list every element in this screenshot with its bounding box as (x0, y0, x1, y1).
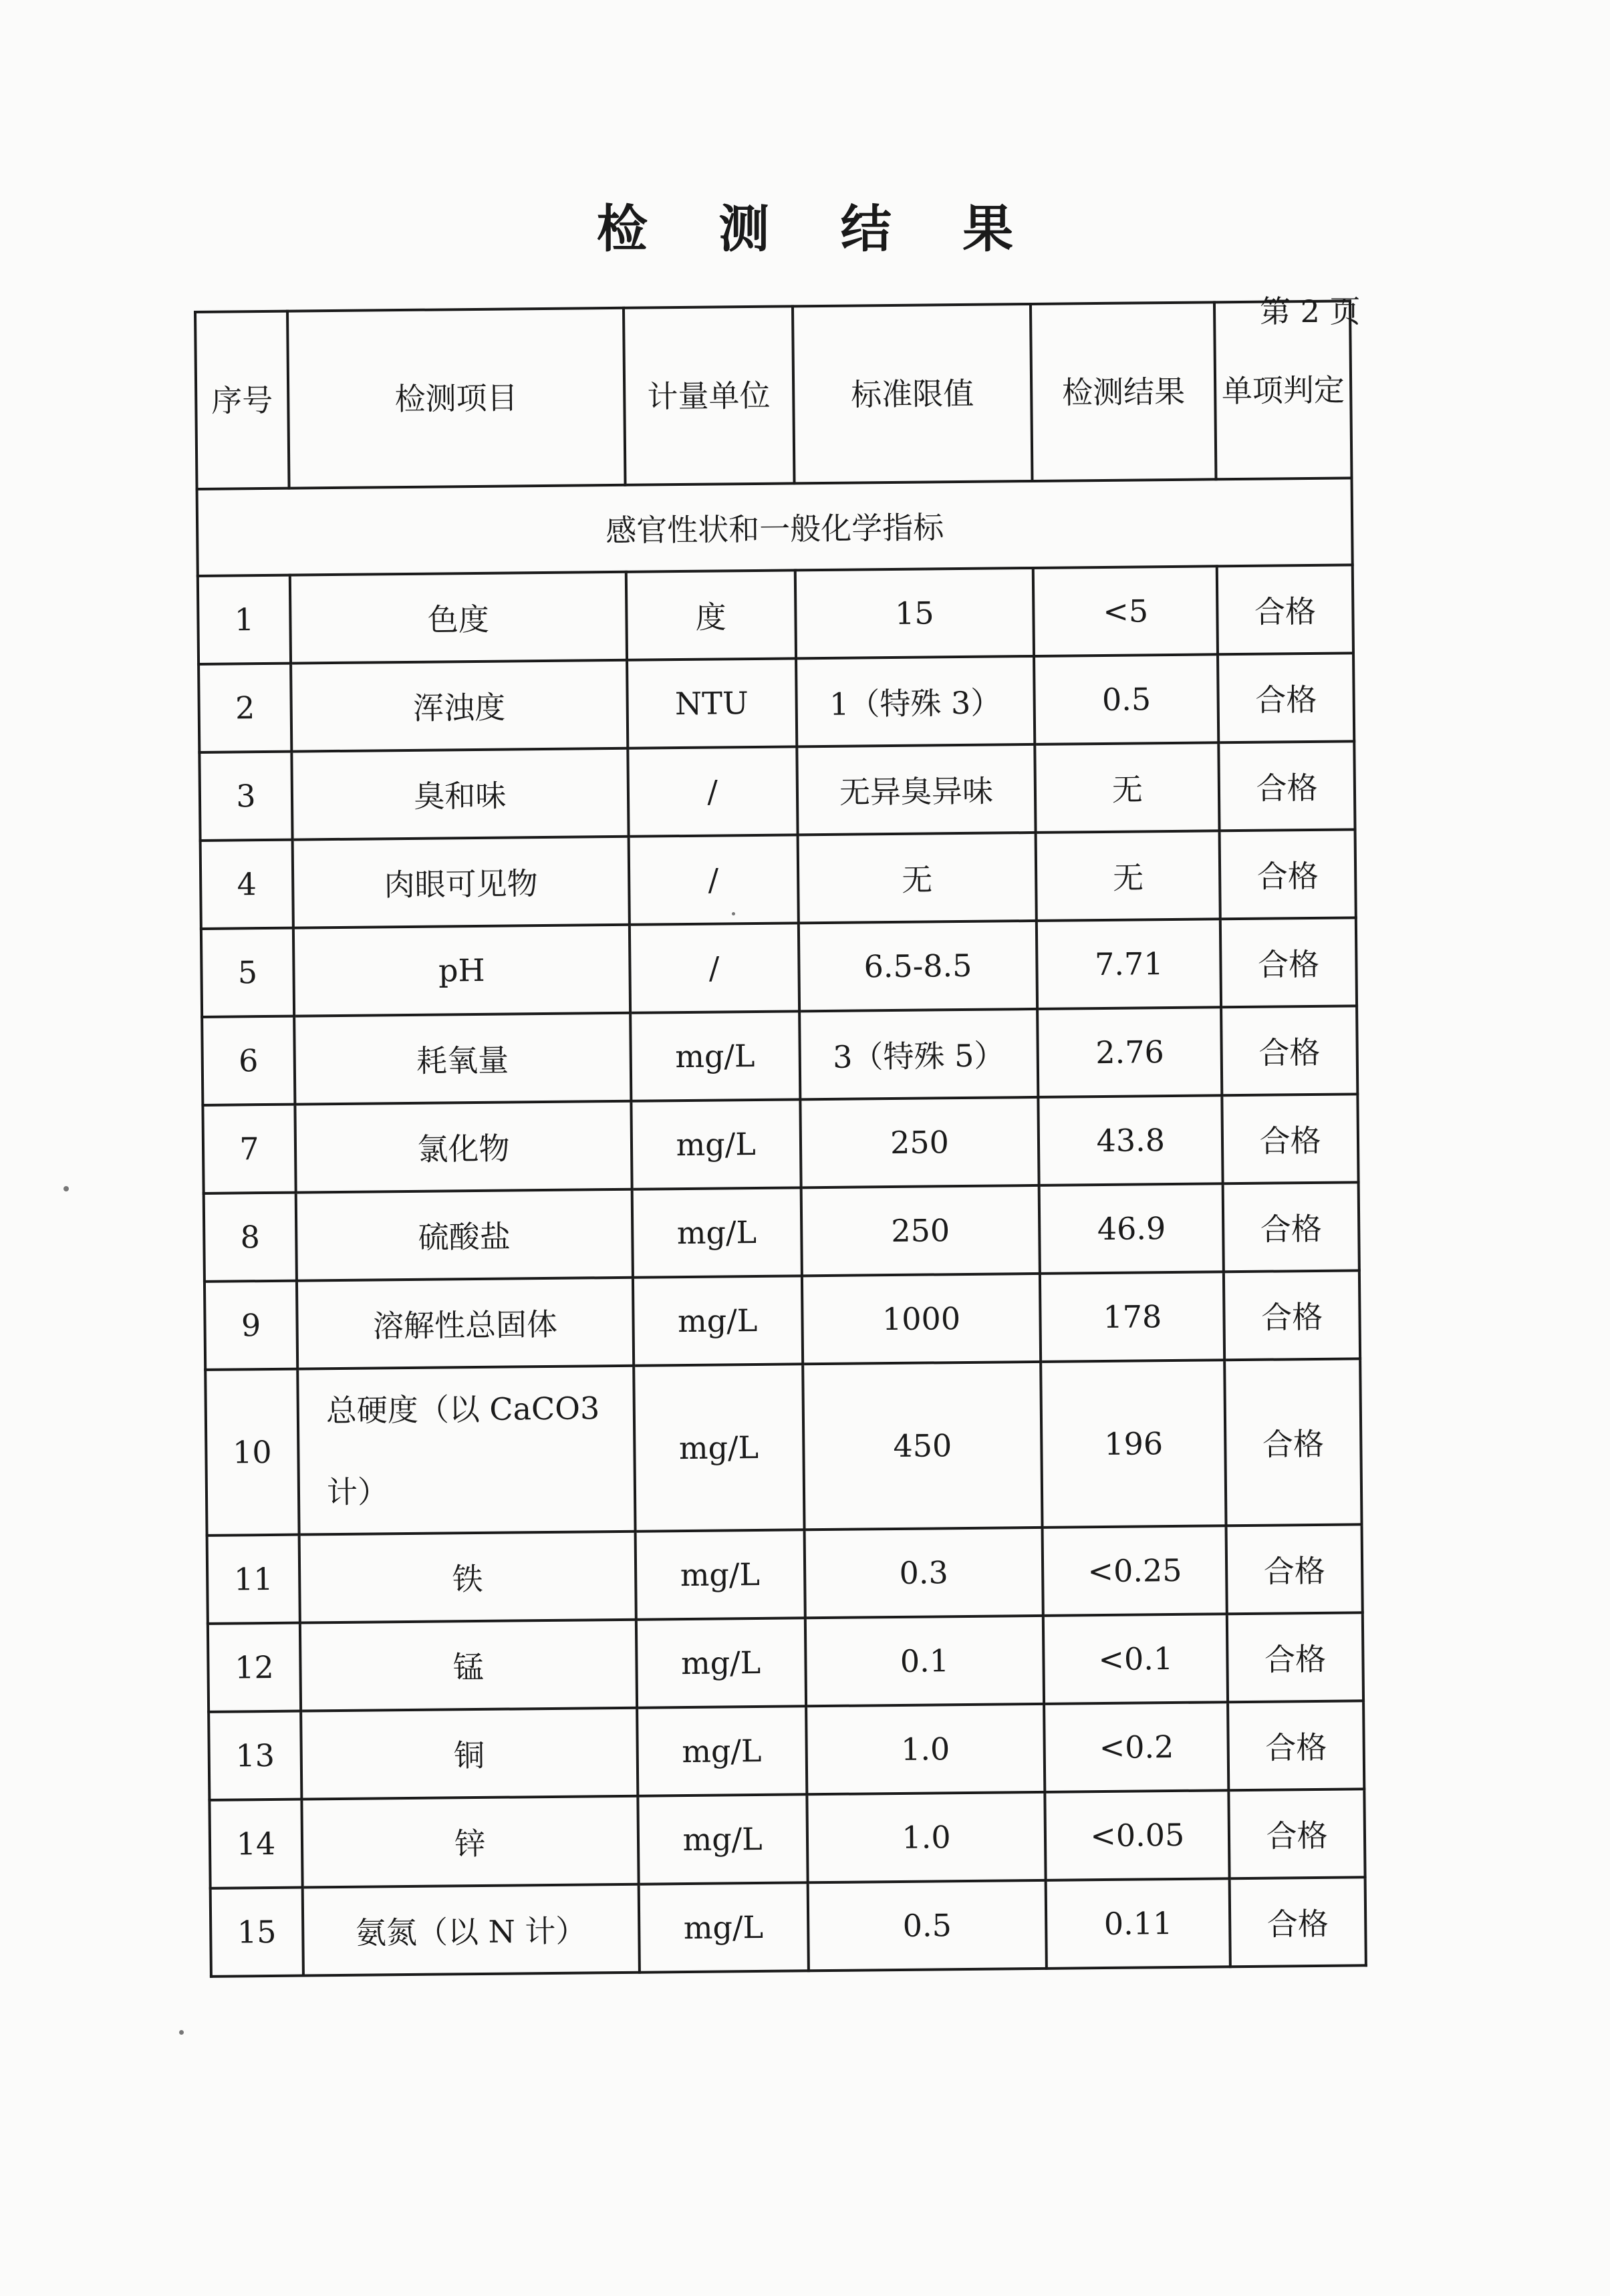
row-index: 1 (198, 575, 291, 664)
table-row (202, 1006, 1357, 1105)
row-index: 12 (208, 1623, 301, 1712)
test-item: 耗氧量 (294, 1013, 631, 1105)
table-row (198, 653, 1354, 752)
unit: mg/L (638, 1794, 807, 1884)
test-item: 锰 (300, 1620, 637, 1711)
row-index: 9 (205, 1281, 297, 1370)
header-item: 检测项目 (287, 308, 625, 488)
test-item: 浑浊度 (291, 660, 628, 752)
row-index: 7 (203, 1105, 295, 1193)
verdict: 合格 (1227, 1612, 1363, 1702)
unit: mg/L (634, 1364, 804, 1531)
test-result: 2.76 (1038, 1007, 1222, 1097)
row-index: 10 (205, 1369, 299, 1536)
test-result: <0.1 (1043, 1614, 1228, 1704)
standard-limit: 0.3 (804, 1528, 1043, 1618)
test-result: 7.71 (1037, 919, 1221, 1009)
standard-limit: 无 (797, 833, 1037, 923)
row-index: 3 (199, 752, 292, 841)
standard-limit: 1（特殊 3） (796, 656, 1035, 746)
verdict: 合格 (1217, 565, 1353, 654)
verdict: 合格 (1226, 1524, 1363, 1614)
verdict: 合格 (1219, 741, 1355, 831)
standard-limit: 1000 (802, 1274, 1041, 1364)
standard-limit: 1.0 (807, 1792, 1046, 1882)
unit: mg/L (632, 1187, 801, 1277)
unit: 度 (626, 570, 796, 660)
test-item: 氨氮（以 N 计） (303, 1884, 640, 1976)
test-result: <0.25 (1043, 1526, 1227, 1616)
table-row (211, 1877, 1366, 1977)
row-index: 8 (204, 1193, 297, 1282)
unit: mg/L (630, 1011, 800, 1101)
table-row (199, 741, 1355, 841)
standard-limit: 0.1 (805, 1616, 1044, 1706)
verdict: 合格 (1222, 1094, 1359, 1183)
verdict: 合格 (1224, 1358, 1361, 1526)
verdict: 合格 (1220, 829, 1356, 919)
test-result: <0.05 (1045, 1790, 1230, 1880)
unit: / (628, 746, 797, 836)
table-row (204, 1182, 1359, 1282)
test-item: 臭和味 (291, 748, 628, 840)
unit: mg/L (633, 1276, 803, 1365)
unit: mg/L (637, 1706, 807, 1796)
section-row (197, 478, 1353, 576)
verdict: 合格 (1220, 917, 1357, 1007)
table-row (209, 1789, 1365, 1888)
test-item: pH (293, 925, 630, 1016)
standard-limit: 6.5-8.5 (798, 921, 1037, 1011)
table-row (205, 1270, 1360, 1370)
test-result: 无 (1036, 831, 1220, 921)
scan-speck (179, 2030, 184, 2035)
header-unit: 计量单位 (624, 306, 794, 484)
row-index: 6 (202, 1016, 295, 1105)
test-result: <5 (1033, 566, 1218, 656)
standard-limit: 0.5 (807, 1880, 1047, 1971)
table-row (208, 1612, 1363, 1712)
scan-speck (63, 1186, 69, 1191)
standard-limit: 250 (800, 1097, 1039, 1187)
unit: mg/L (635, 1530, 805, 1619)
header-result: 检测结果 (1031, 302, 1216, 481)
test-result: 无 (1035, 742, 1220, 833)
row-index: 5 (201, 928, 294, 1017)
standard-limit: 15 (795, 568, 1034, 658)
table-row (200, 829, 1356, 929)
results-table (194, 299, 1367, 1978)
test-result: 0.11 (1046, 1878, 1230, 1969)
header-limit: 标准限值 (793, 304, 1033, 483)
table-row (209, 1701, 1364, 1800)
page-title: 检 测 结 果 (596, 199, 1041, 259)
row-index: 13 (209, 1711, 301, 1800)
verdict: 合格 (1228, 1701, 1364, 1790)
unit: mg/L (631, 1099, 801, 1189)
test-item: 铁 (299, 1532, 636, 1623)
test-item: 色度 (290, 572, 627, 664)
row-index: 11 (207, 1535, 300, 1624)
unit: / (628, 835, 798, 924)
verdict: 合格 (1230, 1877, 1366, 1967)
table-row (205, 1358, 1361, 1536)
standard-limit: 250 (801, 1185, 1040, 1276)
unit: NTU (627, 658, 797, 748)
row-index: 2 (198, 664, 291, 752)
unit: / (630, 923, 799, 1012)
standard-limit: 450 (803, 1362, 1043, 1530)
row-index: 15 (211, 1888, 303, 1977)
test-item: 硫酸盐 (296, 1189, 633, 1281)
row-index: 4 (200, 840, 293, 929)
unit: mg/L (638, 1882, 808, 1972)
verdict: 合格 (1221, 1006, 1357, 1095)
table-row (207, 1524, 1363, 1624)
verdict: 合格 (1229, 1789, 1365, 1878)
test-result: <0.2 (1044, 1702, 1228, 1792)
table-row (198, 565, 1353, 664)
standard-limit: 3（特殊 5） (799, 1009, 1039, 1099)
test-item: 肉眼可见物 (293, 837, 630, 928)
standard-limit: 无异臭异味 (797, 744, 1036, 835)
test-result: 196 (1041, 1360, 1226, 1528)
header-index: 序号 (195, 311, 289, 489)
verdict: 合格 (1223, 1182, 1359, 1272)
section-title: 感官性状和一般化学指标 (197, 478, 1353, 576)
header-verdict: 单项判定 (1214, 301, 1351, 479)
verdict: 合格 (1224, 1270, 1360, 1360)
unit: mg/L (636, 1618, 806, 1707)
table-row (203, 1094, 1358, 1193)
table-row (201, 917, 1357, 1017)
test-item: 总硬度（以 CaCO3 计） (297, 1366, 635, 1535)
header-row (195, 301, 1351, 489)
test-result: 178 (1040, 1272, 1224, 1362)
page-number: 第 2 页 (1260, 293, 1361, 329)
test-item: 铜 (301, 1708, 638, 1800)
standard-limit: 1.0 (806, 1704, 1045, 1794)
test-result: 46.9 (1039, 1183, 1224, 1274)
test-item: 锌 (301, 1796, 638, 1888)
test-result: 43.8 (1039, 1095, 1223, 1185)
test-item: 溶解性总固体 (297, 1278, 634, 1369)
test-item: 氯化物 (295, 1101, 632, 1193)
row-index: 14 (209, 1800, 302, 1888)
verdict: 合格 (1218, 653, 1354, 742)
scan-speck (732, 912, 735, 915)
test-result: 0.5 (1034, 654, 1218, 744)
